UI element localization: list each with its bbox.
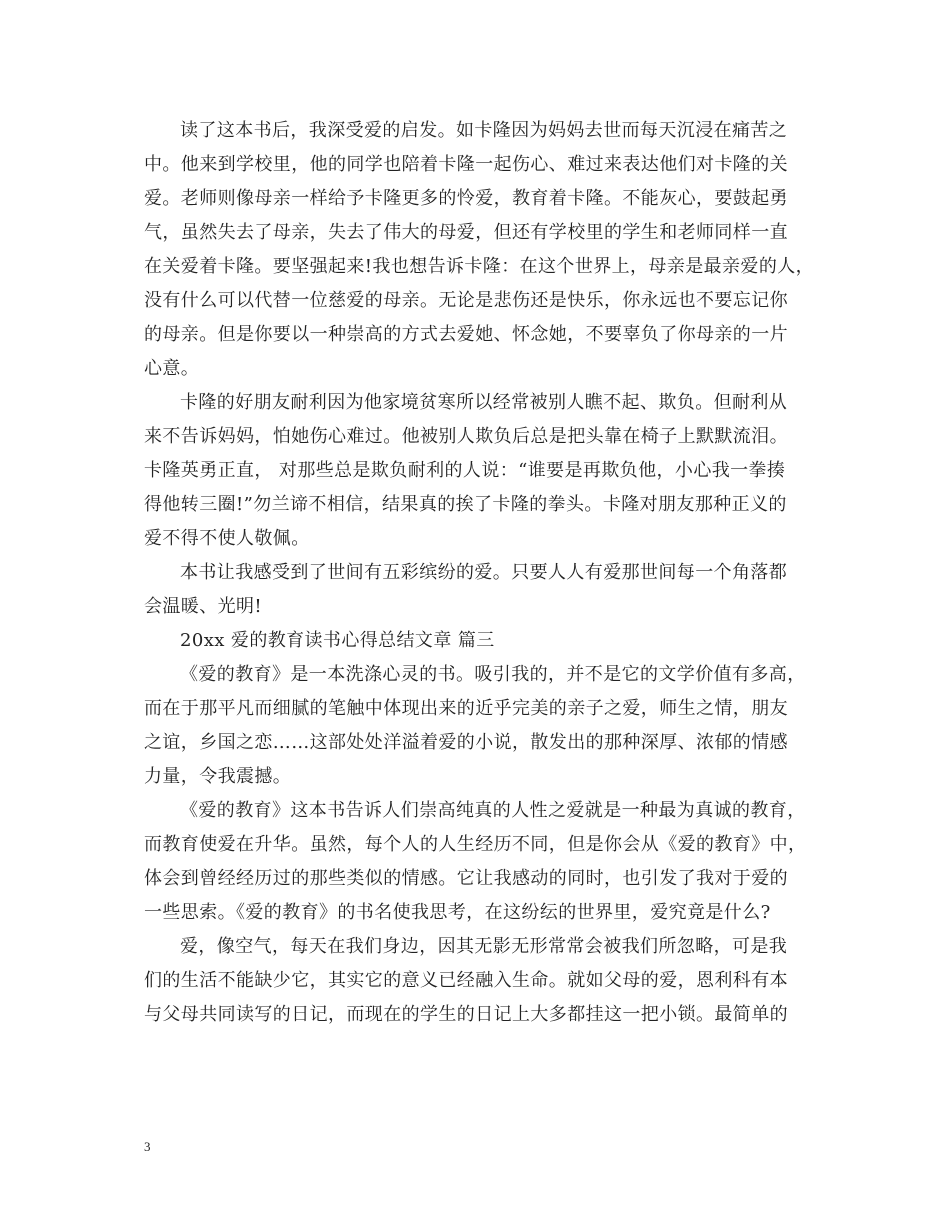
- text-line-7: 的母亲。但是你要以一种崇高的方式去爱她、怀念她，不要辜负了你母亲的一片: [144, 324, 788, 345]
- text-line-27: 与父母共同读写的日记，而现在的学生的日记上大多都挂这一把小锁。最简单的: [144, 1004, 788, 1025]
- text-line-2: 中。他来到学校里，他的同学也陪着卡隆一起伤心、难过来表达他们对卡隆的关: [144, 154, 788, 175]
- text-line-4: 气，虽然失去了母亲，失去了伟大的母爱，但还有学校里的学生和老师同样一直: [144, 222, 788, 243]
- text-line-11: 卡隆英勇正直， 对那些总是欺负耐利的人说：“谁要是再欺负他，小心我一拳揍: [144, 460, 786, 481]
- text-line-15: 会温暖、光明!: [144, 596, 263, 617]
- text-line-26: 们的生活不能缺少它，其实它的意义已经融入生命。就如父母的爱，恩利科有本: [144, 970, 788, 991]
- text-line-8: 心意。: [144, 358, 200, 379]
- text-line-18: 而在于那平凡而细腻的笔触中体现出来的近乎完美的亲子之爱，师生之情，朋友: [144, 698, 788, 719]
- text-line-1: 读了这本书后，我深受爱的启发。如卡隆因为妈妈去世而每天沉浸在痛苦之: [180, 120, 788, 141]
- text-line-25: 爱，像空气，每天在我们身边，因其无影无形常常会被我们所忽略，可是我: [180, 936, 788, 957]
- text-line-22: 而教育使爱在升华。虽然，每个人的人生经历不同，但是你会从《爱的教育》中，: [144, 834, 807, 855]
- text-line-14: 本书让我感受到了世间有五彩缤纷的爱。只要人人有爱那世间每一个角落都: [180, 562, 788, 583]
- text-line-5: 在关爱着卡隆。要坚强起来!我也想告诉卡隆：在这个世界上，母亲是最亲爱的人，: [144, 256, 815, 277]
- text-line-23: 体会到曾经经历过的那些类似的情感。它让我感动的同时，也引发了我对于爱的: [144, 868, 788, 889]
- text-line-17: 《爱的教育》是一本洗涤心灵的书。吸引我的，并不是它的文学价值有多高，: [180, 664, 806, 685]
- text-line-12: 得他转三圈!”勿兰谛不相信，结果真的挨了卡隆的拳头。卡隆对朋友那种正义的: [144, 494, 787, 515]
- page-number: 3: [144, 1139, 151, 1154]
- text-line-13: 爱不得不使人敬佩。: [144, 528, 310, 549]
- text-line-20: 力量，令我震撼。: [144, 766, 292, 787]
- text-line-24: 一些思索。《爱的教育》的书名使我思考，在这纷纭的世界里，爱究竟是什么?: [144, 902, 771, 923]
- text-line-3: 爱。老师则像母亲一样给予卡隆更多的怜爱，教育着卡隆。不能灰心，要鼓起勇: [144, 188, 788, 209]
- text-line-19: 之谊，乡国之恋……这部处处洋溢着爱的小说，散发出的那种深厚、浓郁的情感: [144, 732, 788, 753]
- section-heading: 20xx 爱的教育读书心得总结文章 篇三: [180, 630, 495, 651]
- text-line-21: 《爱的教育》这本书告诉人们崇高纯真的人性之爱就是一种最为真诚的教育，: [180, 800, 806, 821]
- text-line-10: 来不告诉妈妈，怕她伤心难过。他被别人欺负后总是把头靠在椅子上默默流泪。: [144, 426, 788, 447]
- text-line-9: 卡隆的好朋友耐利因为他家境贫寒所以经常被别人瞧不起、欺负。但耐利从: [180, 392, 788, 413]
- text-line-6: 没有什么可以代替一位慈爱的母亲。无论是悲伤还是快乐，你永远也不要忘记你: [144, 290, 788, 311]
